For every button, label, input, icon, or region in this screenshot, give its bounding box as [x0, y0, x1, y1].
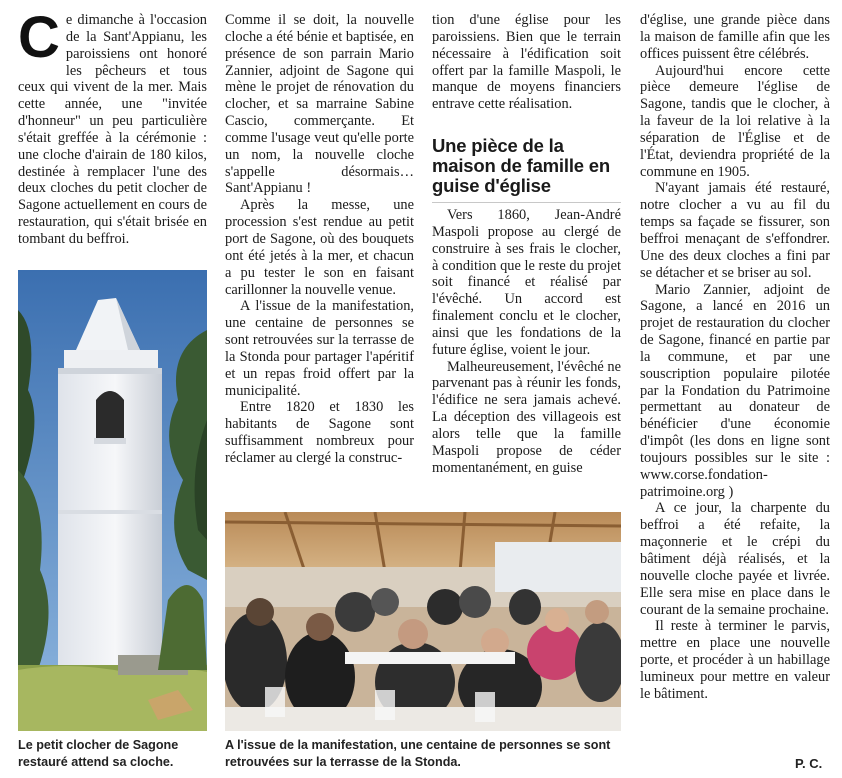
article-column-1	[18, 5, 207, 248]
article-column-3-body	[432, 207, 621, 477]
author-signature: P. C.	[795, 756, 823, 771]
article-column-4	[640, 12, 830, 703]
clocher-caption: Le petit clocher de Sagone restauré attend sa cloche.	[18, 738, 179, 769]
paragraph: d'église, une grande pièce dans la maison de famille afin que les offices puissent être célébrés.	[640, 12, 830, 62]
section-subhead: Une pièce de la maison de famille en guise d'église	[432, 135, 610, 196]
bell-tower-image	[18, 270, 207, 731]
intro-text: e dimanche à l'occasion de la Sant'Appianu, les paroissiens ont honoré les pêcheurs et tous ceux qui vivent de la mer. Mais cette année, une "invitée d'honneur" un peu particulière s'était greffée à la cérémonie : une cloche d'airain de 180 kilos, destinée à remplacer l'une des deux cloches du petit clocher de Sagone actuellement en cours de restauration, qui s'était brisée en tombant du beffroi.	[18, 12, 207, 247]
paragraph: Comme il se doit, la nouvelle cloche a été bénie et baptisée, en présence de son parrain Mario Zannier, adjoint de Sagone qui mène le projet de rénovation du clocher, et sa marraine Sabine Cascio, commerçante. Et comme l'usage veut qu'elle porte un nom, la nouvelle cloche s'appelle désormais… Sant'Appianu !	[225, 12, 414, 197]
terrace-crowd-image	[225, 512, 621, 731]
paragraph: Malheureusement, l'évêché ne parvenant pas à réunir les fonds, l'édifice ne sera jamais achevé. La déception des villageois est alors telle que la famille Maspoli propose de céder momentanément, en guise	[432, 358, 622, 476]
paragraph: A l'issue de la manifestation, une centaine de personnes se sont retrouvées sur la terrasse de la Stonda pour partager l'apéritif et un repas froid offert par la municipalité.	[225, 298, 414, 399]
paragraph: A ce jour, la charpente du beffroi a été refaite, la maçonnerie et le crépi du bâtiment déjà réalisés, et la nouvelle cloche payée et livrée. Elle sera mise en place dans le courant de la semaine prochaine.	[640, 500, 830, 618]
repas-caption: A l'issue de la manifestation, une centaine de personnes se sont retrouvées sur la terrasse de la Stonda.	[225, 738, 611, 769]
paragraph: Aujourd'hui encore cette pièce demeure l'église de Sagone, tandis que le clocher, à la faveur de la loi relative à la séparation de l'Église et de l'État, deviendra propriété de la commune en 1905.	[640, 62, 830, 180]
paragraph: Mario Zannier, adjoint de Sagone, a lancé en 2016 un projet de restauration du clocher de Sagone, financé en partie par la commune, et par une souscription populaire pilotée par la Fondation du Patrimoine permettant au donateur de bénéficier d'une économie d'impôt (les dons en ligne sont toujours possibles sur le site : www.corse.fondation-patrimoine.org )	[640, 281, 830, 500]
paragraph: Entre 1820 et 1830 les habitants de Sagone sont suffisamment nombreux pour réclamer au clergé la construc-	[225, 399, 414, 466]
article-column-2	[225, 12, 414, 467]
clocher-photo	[18, 270, 207, 731]
paragraph: Après la messe, une procession s'est rendue au petit port de Sagone, où des bouquets ont été jetés à la mer, et chacun a pu tester le son en faisant carillonner la nouvelle venue.	[225, 197, 414, 298]
paragraph: tion d'une église pour les paroissiens. Bien que le terrain nécessaire à l'édification soit offert par la famille Maspoli, le manque de moyens financiers entrave cette réalisation.	[432, 12, 621, 113]
subhead-rule	[432, 202, 621, 203]
paragraph: N'ayant jamais été restauré, notre clocher a vu au fil du temps sa façade se fissurer, son beffroi menaçant de s'effondrer. Une des deux cloches a fini par se détacher et se briser au sol.	[640, 180, 830, 281]
repas-photo	[225, 512, 621, 731]
dropcap-letter: C	[18, 5, 60, 70]
paragraph: Il reste à terminer le parvis, mettre en place une nouvelle porte, et procéder à un habillage lumineux pour mettre en valeur le bâtiment.	[640, 618, 830, 702]
article-column-3	[432, 12, 621, 113]
paragraph: Vers 1860, Jean-André Maspoli propose au clergé de construire à ses frais le clocher, à condition que le reste du projet soit financé et réalisé par l'évêché. Un accord est finalement conclu et le clocher, ainsi que les fondations de la future église, voient le jour.	[432, 207, 621, 358]
intro-paragraph	[18, 5, 207, 248]
